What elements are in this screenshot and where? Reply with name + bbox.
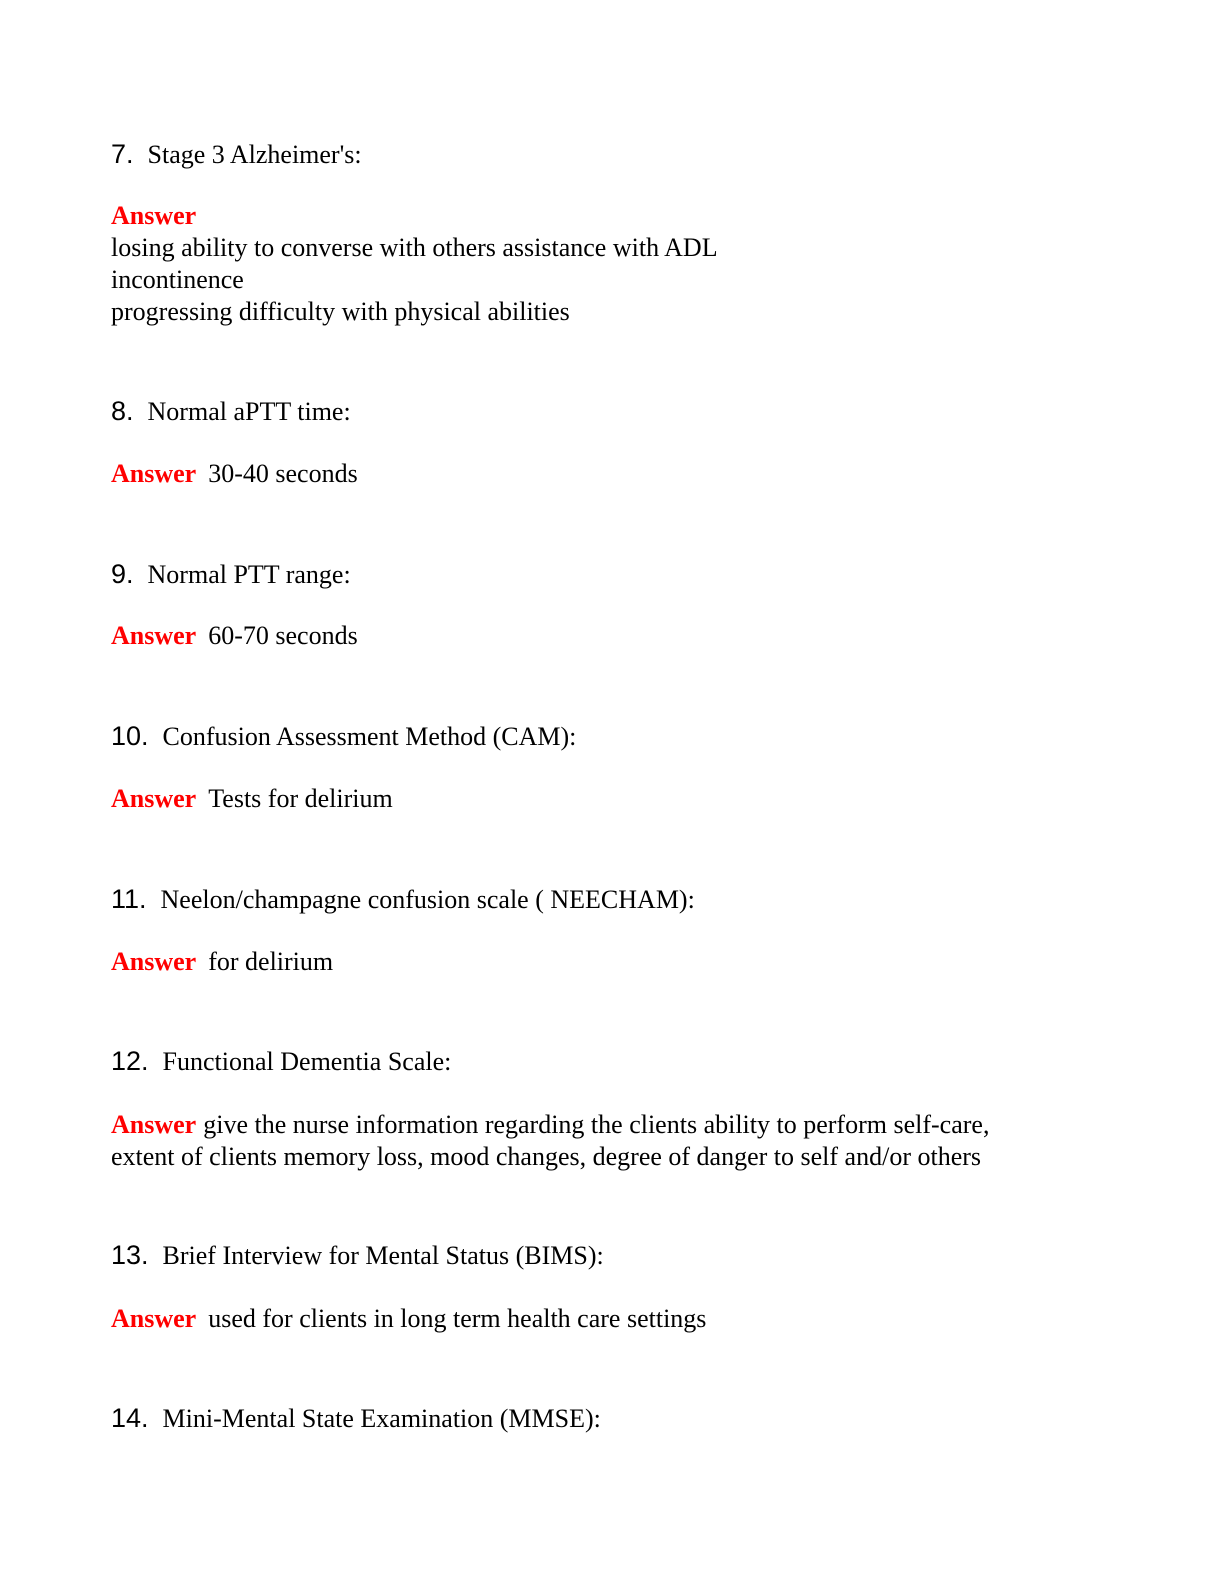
answer-text: for delirium	[208, 947, 334, 976]
question-number: 9.	[111, 559, 134, 589]
answer-7	[111, 200, 718, 328]
question-13	[111, 1239, 604, 1272]
answer-text: 30-40 seconds	[208, 459, 358, 488]
answer-label: Answer	[111, 1110, 197, 1139]
question-number: 12.	[111, 1046, 149, 1076]
question-8	[111, 395, 351, 428]
answer-text: Tests for delirium	[208, 784, 393, 813]
answer-12	[111, 1109, 989, 1173]
answer-text: 60-70 seconds	[208, 621, 358, 650]
question-12	[111, 1045, 451, 1078]
answer-label: Answer	[111, 947, 197, 976]
question-11	[111, 883, 695, 916]
answer-label: Answer	[111, 201, 197, 230]
question-text: Normal PTT range:	[147, 560, 351, 589]
answer-8	[111, 458, 358, 490]
question-number: 7.	[111, 139, 134, 169]
answer-label: Answer	[111, 1304, 197, 1333]
question-number: 8.	[111, 396, 134, 426]
question-10	[111, 720, 576, 753]
question-text: Normal aPTT time:	[147, 397, 351, 426]
question-text: Brief Interview for Mental Status (BIMS):	[162, 1241, 604, 1270]
answer-text-continued: extent of clients memory loss, mood changes, degree of danger to self and/or others	[111, 1142, 982, 1171]
question-text: Neelon/champagne confusion scale ( NEECHAM):	[160, 885, 695, 914]
question-number: 10.	[111, 721, 149, 751]
question-number: 13.	[111, 1240, 149, 1270]
question-text: Functional Dementia Scale:	[162, 1047, 452, 1076]
answer-text: give the nurse information regarding the clients ability to perform self-care,	[203, 1110, 990, 1139]
answer-label: Answer	[111, 459, 197, 488]
answer-line: progressing difficulty with physical abilities	[111, 297, 570, 326]
answer-text: used for clients in long term health care settings	[208, 1304, 707, 1333]
answer-9	[111, 620, 358, 652]
question-14	[111, 1402, 601, 1435]
answer-10	[111, 783, 393, 815]
answer-13	[111, 1303, 706, 1335]
question-text: Mini-Mental State Examination (MMSE):	[162, 1404, 601, 1433]
answer-11	[111, 946, 333, 978]
question-text: Confusion Assessment Method (CAM):	[162, 722, 577, 751]
answer-label: Answer	[111, 621, 197, 650]
question-number: 14.	[111, 1403, 149, 1433]
answer-line: incontinence	[111, 265, 244, 294]
answer-line: losing ability to converse with others assistance with ADL	[111, 233, 718, 262]
question-7	[111, 138, 362, 171]
answer-label: Answer	[111, 784, 197, 813]
question-number: 11.	[111, 884, 147, 914]
question-9	[111, 558, 351, 591]
question-text: Stage 3 Alzheimer's:	[147, 140, 362, 169]
